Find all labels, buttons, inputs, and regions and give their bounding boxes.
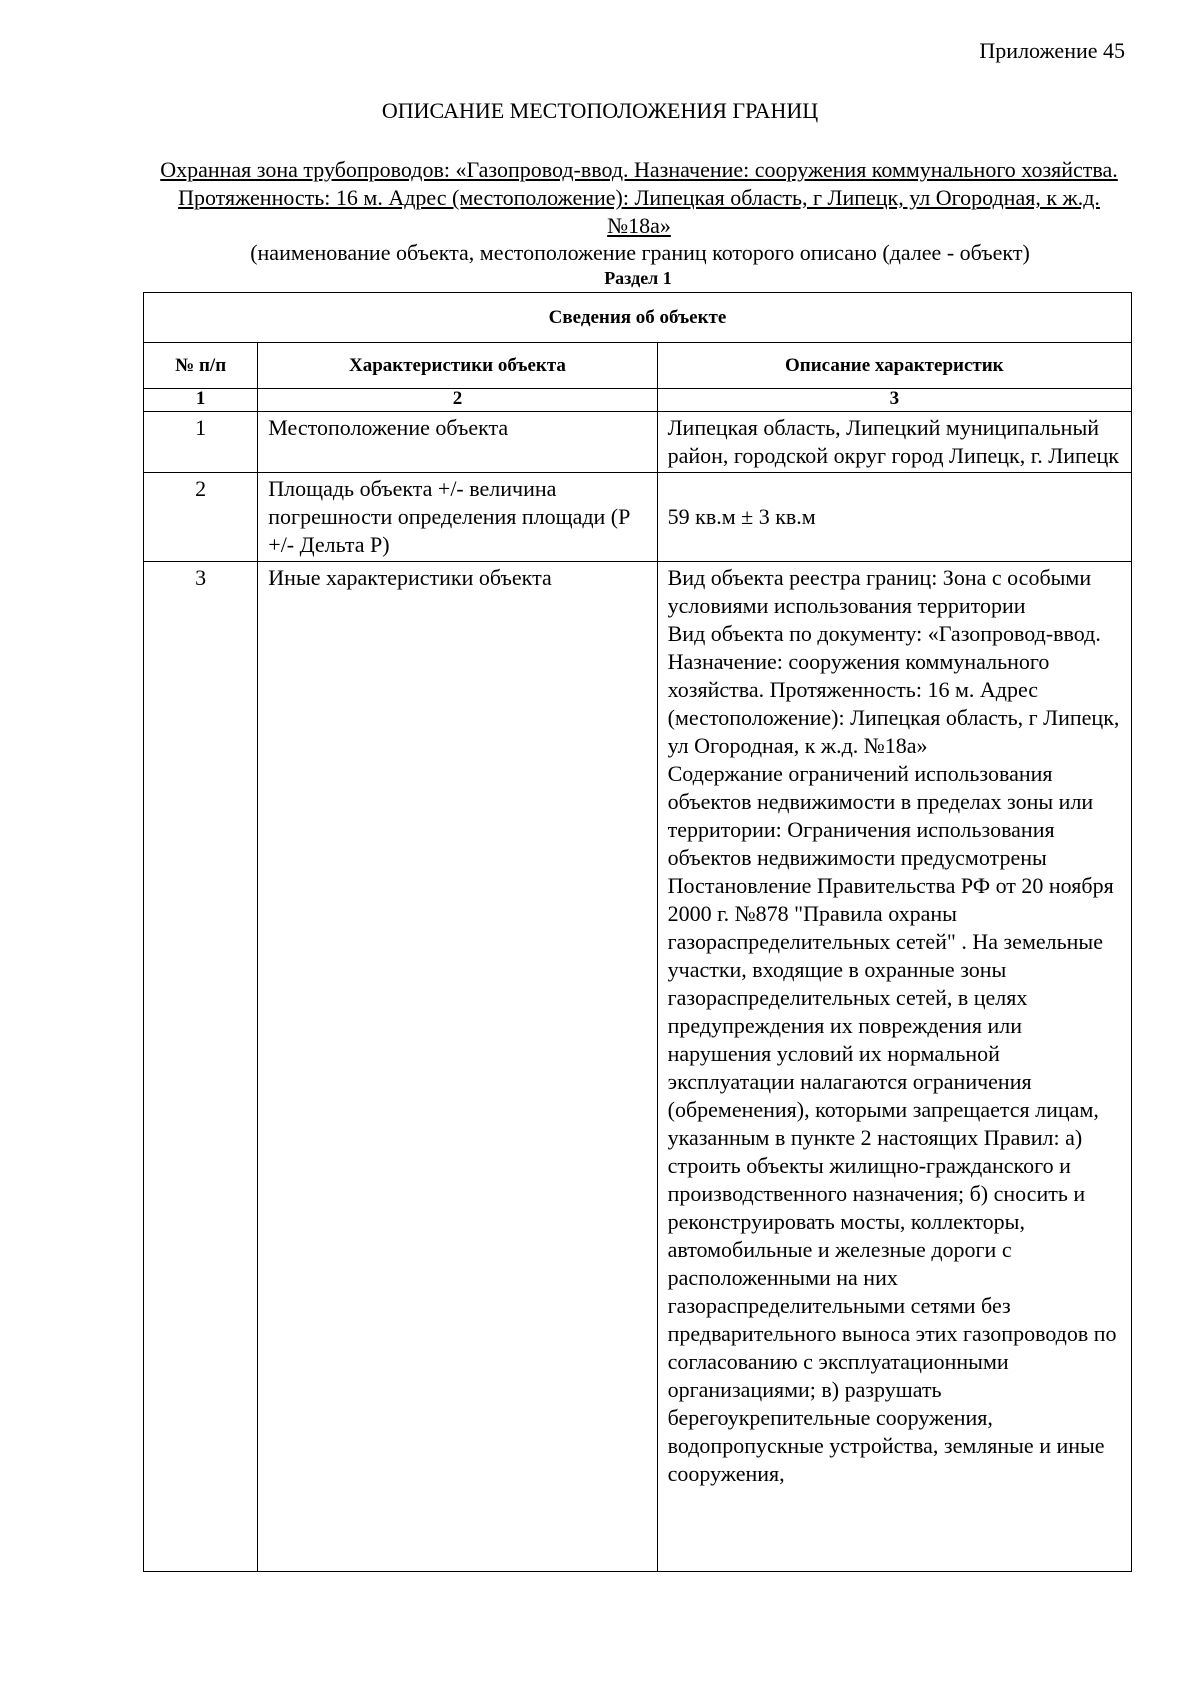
table-row: [144, 473, 1132, 562]
table-caption: Сведения об объекте: [144, 293, 1132, 343]
object-caption: (наименование объекта, местоположение границ которого описано (далее - объект): [250, 240, 1030, 265]
header-description: Описание характеристик: [657, 343, 1131, 389]
row-description: 59 кв.м ± 3 кв.м: [657, 473, 1131, 562]
col-number-2: 2: [258, 389, 657, 412]
row-characteristic: Местоположение объекта: [258, 412, 657, 473]
row-number: 1: [144, 412, 258, 473]
row-characteristic: Иные характеристики объекта: [258, 562, 657, 1572]
section-label: Раздел 1: [604, 268, 672, 288]
row-number: 3: [144, 562, 258, 1572]
col-number-1: 1: [144, 389, 258, 412]
document-title: ОПИСАНИЕ МЕСТОПОЛОЖЕНИЯ ГРАНИЦ: [381, 98, 819, 123]
header-number: № п/п: [144, 343, 258, 389]
row-description: Липецкая область, Липецкий муниципальный район, городской округ город Липецк, г. Липецк: [657, 412, 1131, 473]
description-paragraph: Вид объекта реестра границ: Зона с особыми условиями использования территории: [667, 565, 1092, 618]
header-characteristic: Характеристики объекта: [258, 343, 657, 389]
row-description: [657, 562, 1131, 1572]
appendix-label: Приложение 45: [979, 38, 1125, 63]
description-paragraph: Содержание ограничений использования объектов недвижимости в пределах зоны или территории: Ограничения использования объектов недвижимости предусмотрены Постановление Правительства РФ от 20 ноября 2000 г. №878 "Правила охраны газораспределительных сетей" . На земельные участки, входящие в охранные зоны газораспределительных сетей, в целях предупреждения их повреждения или нарушения условий их нормальной эксплуатации налагаются ограничения (обременения), которыми запрещается лицам, указанным в пункте 2 настоящих Правил: а) строить объекты жилищно-гражданского и производственного назначения; б) сносить и реконструировать мосты, коллекторы, автомобильные и железные дороги с расположенными на них газораспределительными сетями без предварительного выноса этих газопроводов по согласованию с эксплуатационными организациями; в) разрушать берегоукрепительные сооружения, водопропускные устройства, земляные и иные сооружения,: [667, 761, 1117, 1486]
table-row: [144, 562, 1132, 1572]
row-number: 2: [144, 473, 258, 562]
description-paragraph: Вид объекта по документу: «Газопровод-ввод. Назначение: сооружения коммунального хозяйства. Протяженность: 16 м. Адрес (местоположение): Липецкая область, г Липецк, ул Огородная, к ж.д. №18а»: [667, 621, 1120, 758]
table-row: [144, 412, 1132, 473]
object-name: Охранная зона трубопроводов: «Газопровод-ввод. Назначение: сооружения коммунального хозяйства. Протяженность: 16 м. Адрес (местоположение): Липецкая область, г Липецк, ул Огородная, к ж.д. №18а»: [160, 157, 1118, 238]
object-info-table: [143, 292, 1132, 1572]
row-characteristic: Площадь объекта +/- величина погрешности определения площади (Р +/- Дельта Р): [258, 473, 657, 562]
col-number-3: 3: [657, 389, 1131, 412]
